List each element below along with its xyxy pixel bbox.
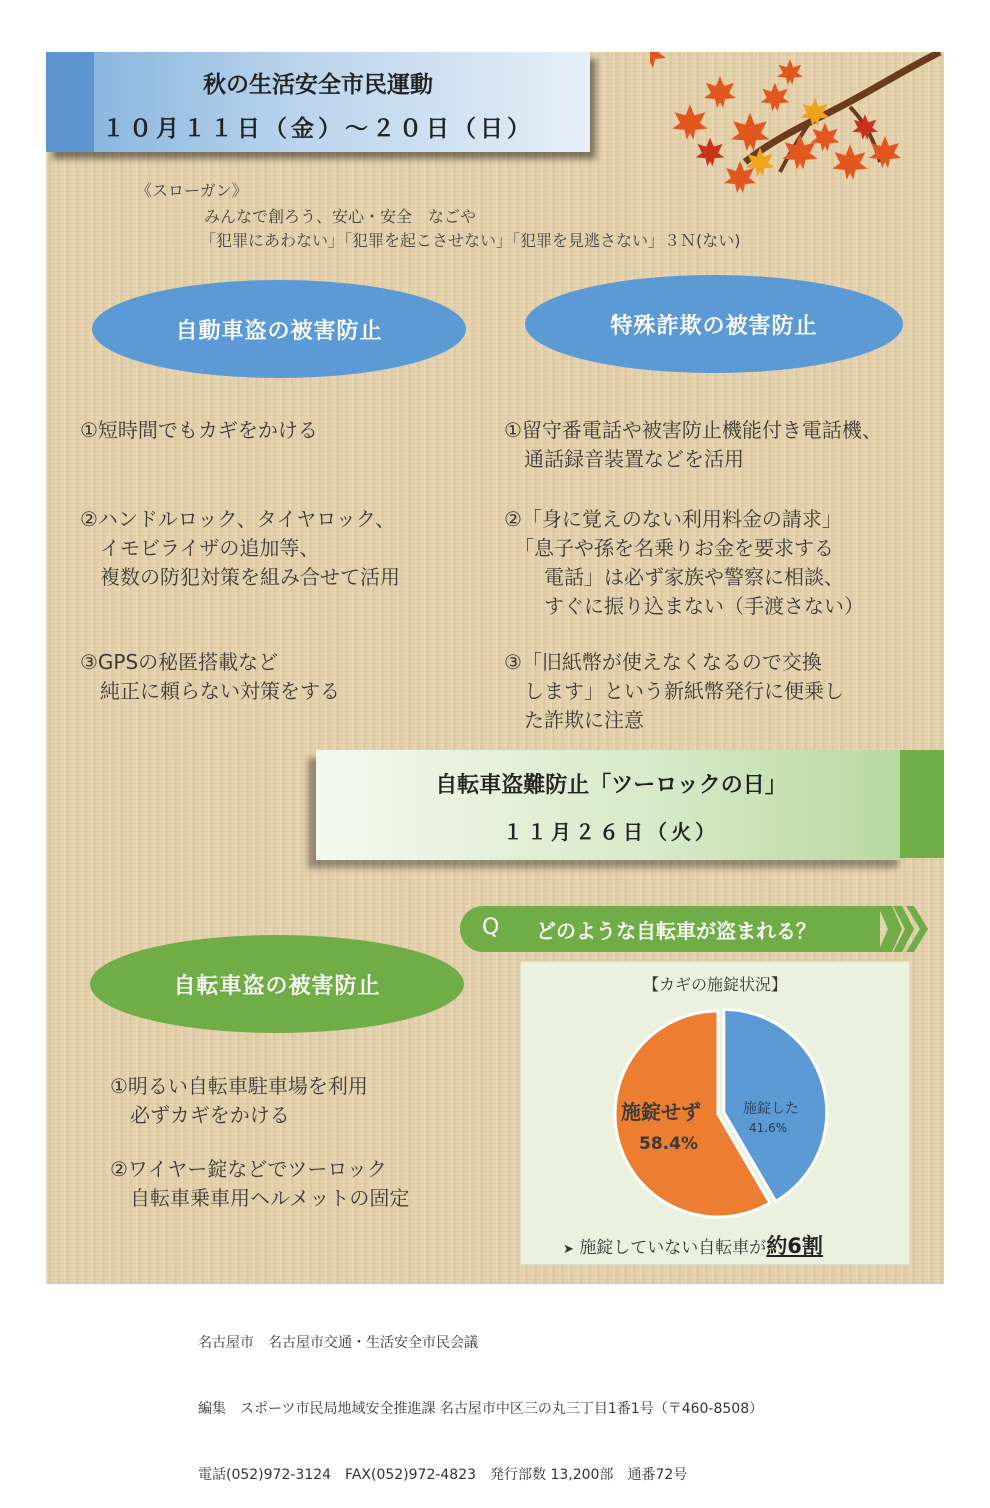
car-theft-item-3: ③GPSの秘匿搭載など 純正に頼らない対策をする <box>80 650 340 703</box>
question-letter: Q <box>482 915 500 940</box>
chart-note-prefix: 施錠していない自転車が <box>579 1238 767 1258</box>
arrow-right-icon: ➤ <box>563 1242 574 1257</box>
car-theft-item-1: ①短時間でもカギをかける <box>80 418 318 442</box>
chart-title: 【カギの施錠状況】 <box>642 975 787 994</box>
bike-day-title-box <box>316 750 906 860</box>
slogan-line-2: 「犯罪にあわない」「犯罪を起こさせない」「犯罪を見逃さない」３Ｎ(ない) <box>200 231 741 250</box>
footer-line-2: 編集 スポーツ市民局地域安全推進課 名古屋市中区三の丸三丁目1番1号（〒460-8508） <box>198 1401 764 1417</box>
footer-line-1: 名古屋市 名古屋市交通・生活安全市民会議 <box>198 1335 478 1351</box>
slice-label-unlocked: 施錠せず <box>621 1100 701 1124</box>
pie-chart <box>521 962 909 1264</box>
fraud-item-1: ①留守番電話や被害防止機能付き電話機、 通話録音装置などを活用 <box>504 418 882 471</box>
chart-note-emphasis: 約6割 <box>766 1234 823 1258</box>
slogan-heading: 《スローガン》 <box>136 181 248 200</box>
slogan-line-1: みんなで創ろう、安心・安全 なごや <box>204 207 477 226</box>
bike-day-accent-bar <box>900 750 944 858</box>
maple-leaves-icon <box>650 52 944 202</box>
footer <box>198 1288 763 1508</box>
car-theft-title: 自動車盗の被害防止 <box>92 280 466 378</box>
slice-value-locked: 41.6% <box>749 1121 788 1135</box>
fraud-title: 特殊詐欺の被害防止 <box>525 275 903 373</box>
slice-label-locked: 施錠した <box>743 1101 799 1117</box>
chart-note <box>563 1230 823 1260</box>
bike-day-date: １１月２６日（火） <box>503 820 719 844</box>
question-banner <box>460 906 880 952</box>
campaign-dates: １０月１１日（金）～２０日（日） <box>102 116 534 142</box>
campaign-title: 秋の生活安全市民運動 <box>203 72 433 98</box>
slice-value-unlocked: 58.4% <box>639 1134 698 1154</box>
fraud-item-3: ③「旧紙幣が使えなくなるので交換 します」という新紙幣発行に便乗し た詐欺に注意 <box>504 650 844 732</box>
bike-theft-title: 自転車盗の被害防止 <box>90 935 464 1033</box>
campaign-title-box <box>46 52 590 152</box>
footer-line-3: 電話(052)972-3124 FAX(052)972-4823 発行部数 13,200部 通番72号 <box>198 1467 688 1483</box>
bike-theft-item-2: ②ワイヤー錠などでツーロック 自転車乗車用ヘルメットの固定 <box>110 1157 410 1210</box>
chart-box <box>520 961 910 1265</box>
question-text: どのような自転車が盗まれる？ <box>536 919 816 943</box>
chevron-right-icon <box>878 906 930 952</box>
bike-day-title: 自転車盗難防止「ツーロックの日」 <box>435 773 787 798</box>
fraud-item-2: ②「身に覚えのない利用料金の請求」 「息子や孫を名乗りお金を要求する 電話」は必ず家族や警察に相談、 すぐに振り込まない（手渡さない） <box>504 507 864 618</box>
bike-theft-item-1: ①明るい自転車駐車場を利用 必ずカギをかける <box>110 1074 368 1127</box>
car-theft-item-2: ②ハンドルロック、タイヤロック、 イモビライザの追加等、 複数の防犯対策を組み合せて活用 <box>80 507 400 589</box>
